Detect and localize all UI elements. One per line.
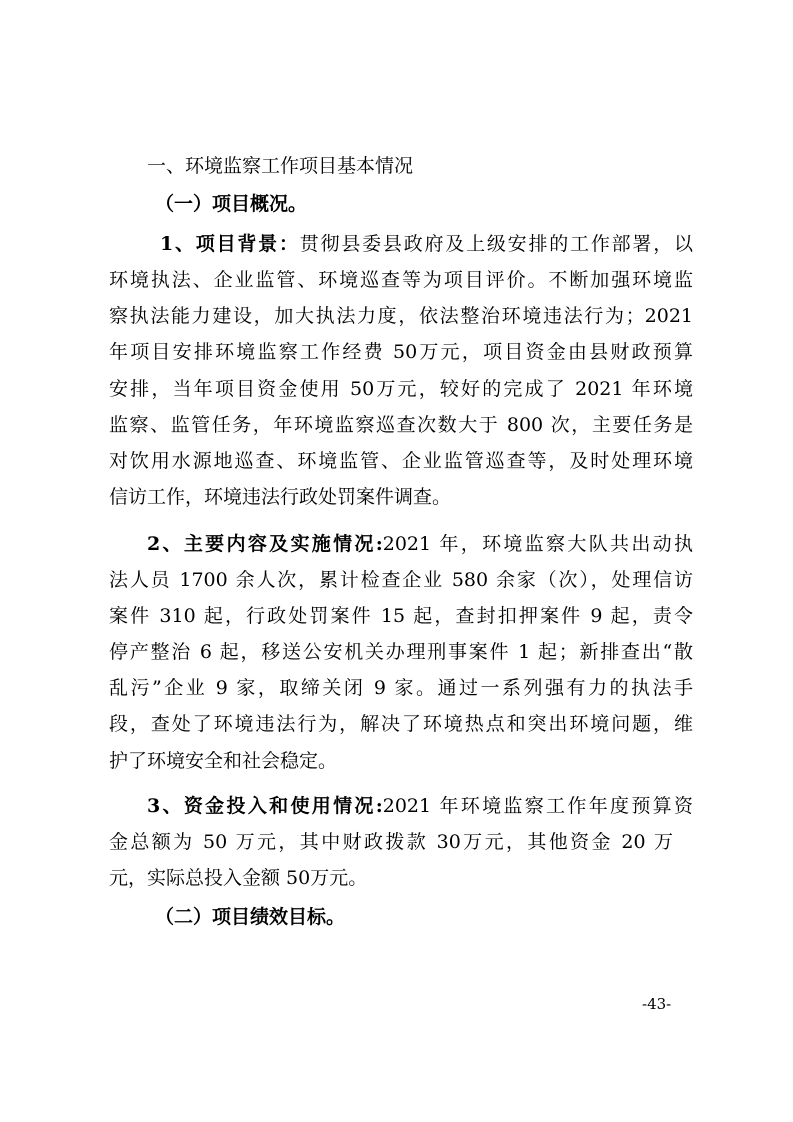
- paragraph-background-line: 安排，当年项目资金使用 50万元，较好的完成了 2021 年环境: [109, 378, 693, 400]
- paragraph-content-line: 2、主要内容及实施情况:2021 年，环境监察大队共出动执: [147, 533, 693, 555]
- paragraph-content-line: 法人员 1700 余人次，累计检查企业 580 余家（次），处理信访: [109, 569, 693, 591]
- section-title: 一、环境监察工作项目基本情况: [147, 155, 414, 177]
- paragraph-background-line: 对饮用水源地巡查、环境监管、企业监管巡查等，及时处理环境: [109, 450, 693, 472]
- paragraph-background-line: 1、项目背景：贯彻县委县政府及上级安排的工作部署，以: [160, 233, 693, 255]
- paragraph-content-line: 护了环境安全和社会稳定。: [109, 750, 338, 772]
- paragraph-content-line: 停产整治 6 起，移送公安机关办理刑事案件 1 起；新排查出“散: [109, 641, 693, 663]
- subsection-title-performance: （二）项目绩效目标。: [155, 906, 346, 928]
- paragraph-content-label: 2、主要内容及实施情况:: [147, 533, 383, 555]
- paragraph-funding-line: 3、资金投入和使用情况:2021 年环境监察工作年度预算资: [147, 795, 693, 817]
- paragraph-background-line: 年项目安排环境监察工作经费 50万元，项目资金由县财政预算: [109, 341, 693, 363]
- paragraph-funding-line: 金总额为 50 万元，其中财政拨款 30万元，其他资金 20 万: [109, 831, 673, 853]
- paragraph-background-line: 信访工作，环境违法行政处罚案件调查。: [109, 486, 452, 508]
- paragraph-background-label: 1、项目背景：: [160, 233, 300, 255]
- page-number: -43-: [642, 995, 672, 1013]
- paragraph-background-line: 监察、监管任务，年环境监察巡查次数大于 800 次，主要任务是: [109, 414, 693, 436]
- subsection-title-overview: （一）项目概况。: [155, 193, 308, 215]
- paragraph-background-line: 环境执法、企业监管、环境巡查等为项目评价。不断加强环境监: [109, 269, 693, 291]
- paragraph-content-line: 乱污”企业 9 家，取缔关闭 9 家。通过一系列强有力的执法手: [109, 677, 693, 699]
- paragraph-content-line: 段，查处了环境违法行为，解决了环境热点和突出环境问题，维: [109, 713, 693, 735]
- paragraph-funding-line: 元，实际总投入金额 50万元。: [109, 867, 368, 889]
- paragraph-content-line: 案件 310 起，行政处罚案件 15 起，查封扣押案件 9 起，责令: [109, 605, 693, 627]
- paragraph-funding-label: 3、资金投入和使用情况:: [147, 795, 383, 817]
- paragraph-background-line: 察执法能力建设，加大执法力度，依法整治环境违法行为；2021: [109, 305, 693, 327]
